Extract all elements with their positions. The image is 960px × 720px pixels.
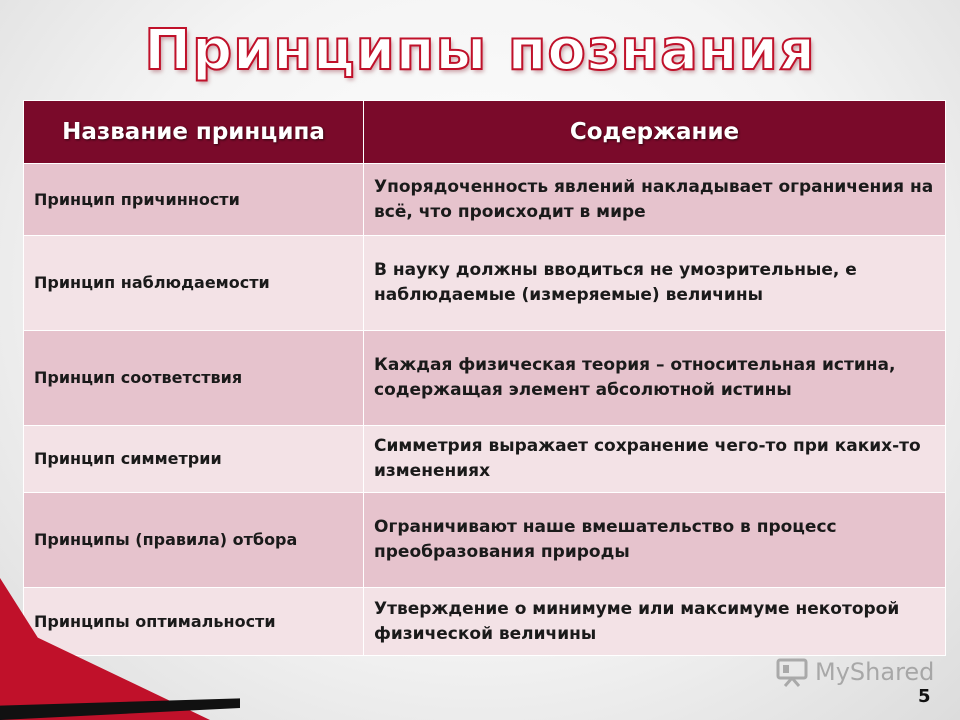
principle-content: Упорядоченность явлений накладывает ограничения на всё, что происходит в мире [364,164,946,236]
principle-content: Симметрия выражает сохранение чего-то при каких-то изменениях [364,426,946,493]
principle-content: Каждая физическая теория – относительная истина, содержащая элемент абсолютной истины [364,331,946,426]
principle-name: Принцип причинности [24,164,364,236]
table-header-row [24,101,946,164]
table-row [24,588,946,656]
column-header-name: Название принципа [24,101,364,164]
presentation-board-icon [775,657,809,687]
principle-content: Ограничивают наше вмешательство в процесс преобразования природы [364,493,946,588]
principle-name: Принцип симметрии [24,426,364,493]
table-row [24,164,946,236]
principle-name: Принцип соответствия [24,331,364,426]
principle-name: Принципы оптимальности [24,588,364,656]
table-row [24,331,946,426]
principle-content: Утверждение о минимуме или максимуме некоторой физической величины [364,588,946,656]
principle-name: Принципы (правила) отбора [24,493,364,588]
table-row [24,493,946,588]
principle-content: В науку должны вводиться не умозрительные, е наблюдаемые (измеряемые) величины [364,236,946,331]
principles-table [23,100,946,656]
principle-name: Принцип наблюдаемости [24,236,364,331]
page-number: 5 [918,686,931,707]
table-row [24,426,946,493]
slide-title: Принципы познания [144,18,816,83]
watermark [775,652,934,692]
table-row [24,236,946,331]
column-header-content: Содержание [364,101,946,164]
watermark-text: MyShared [815,658,935,686]
